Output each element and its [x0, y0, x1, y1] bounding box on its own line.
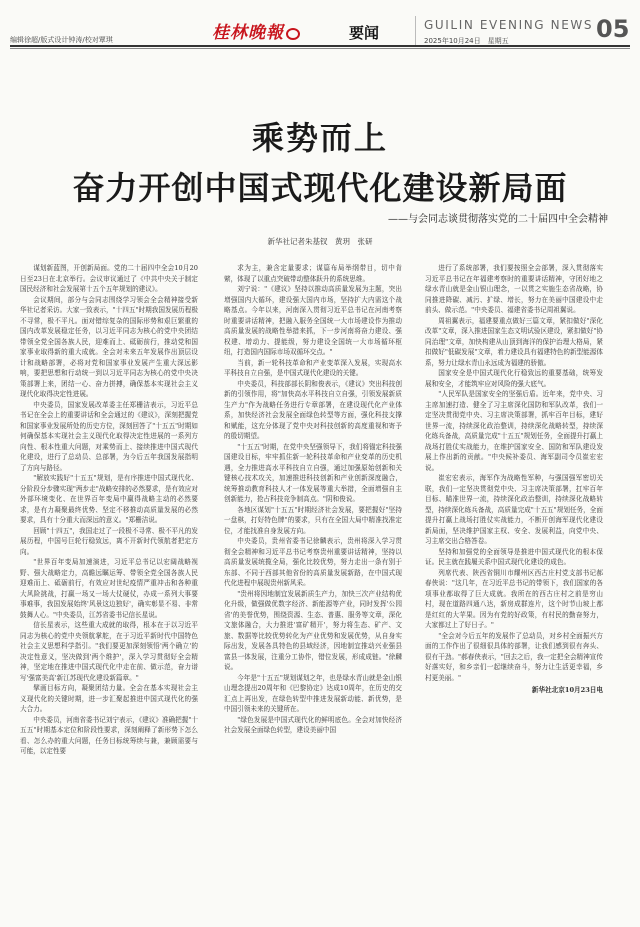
article-paragraph: 中央委员，国家发展改革委主任郑栅洁表示，习近平总书记在全会上的重要讲话和全会通过的《建议》，深刻把握党和国家事业发展所处的历史方位，深刻回答了"十五五"时期如何确保基本实现社会主义现代化取得决定性进展的一系列方向性、根本性重大问题，对乘势而上、接续推进中国式现代化建设，进行了总动员、总部署，为今后五年我国发展指明了方向与路径。 — [20, 400, 198, 472]
editor-credit: 编辑徐超/版式设计钟涛/校对覃琪 — [10, 36, 113, 44]
article-paragraph: 当前，新一轮科技革命和产业变革深入发展，实现高水平科技自立自强，是中国式现代化建设的关键。 — [224, 358, 402, 377]
article-paragraph: 中央委员，河南省委书记刘宁表示，《建议》准确把握"十五五"时期基本定位和阶段性要求，深刻阐释了新形势下怎么看、怎么办的重大问题，任务目标统筹续与兼，兼顾需要与可能，以定性要 — [20, 715, 198, 755]
logo-text: 桂林晚報 — [212, 23, 284, 43]
article-paragraph: 列席代表、陕西省铜川市耀州区西古庄村党支部书记郝春侠说："这几年，在习近平总书记的带领下，我们国家的各项事业都取得了巨大成就。我所在的西古庄村之前是穷山村，现在道路四通八达，新房成群连片，这个时节山坡上都是红红的大苹果。因为有党的好政策，有村民的勤奋努力，大家都过上了好日子。" — [425, 568, 603, 629]
article-paragraph: "世界百年变局加速演进，习近平总书记以宏阔战略视野、强大战略定力，高瞻远瞩运筹、带领全党全国各族人民迎难而上、砥砺前行，有效应对世纪疫情严重冲击和各种重大风险挑战，打赢一场又一场大仗硬仗，办成一系列大事要事难事，我国发展始终'风景这边独好'，确实彰显不易、非常鼓舞人心。"中央委员，江苏省委书记信长星说。 — [20, 558, 198, 619]
issue-date: 2025年10月24日 星期五 — [424, 37, 509, 45]
article-paragraph: "全会对今后五年的发展作了总动员，对乡村全面振兴方面的工作作出了很细很具体的部署，让我们感到很有奔头、很有干劲。"郝春侠表示，"回去之后，我一定把全会精神宣传好落实好，和乡亲们一起继续奋斗，努力让生活更幸福，乡村更美丽。" — [425, 631, 603, 682]
article-paragraph: 国家安全是中国式现代化行稳致远的重要基础，统筹发展和安全，才能筑牢应对风险的强大底气。 — [425, 369, 603, 388]
article-paragraph: "绿色发展是中国式现代化的鲜明底色。全会对加快经济社会发展全面绿色转型，建设美丽中国 — [224, 715, 402, 734]
article-paragraph: 擘画目标方向，凝聚团结力量。全会在基本实现社会主义现代化的关键时期，进一步汇聚起推进中国式现代化的强大合力。 — [20, 684, 198, 713]
article-column-1 — [20, 263, 198, 913]
masthead-rule-thin — [10, 48, 630, 49]
article-paragraph: 坚持和加强党的全面领导是推进中国式现代化的根本保证。民主就在践履关系中国式现代化建设的成色。 — [425, 547, 603, 566]
subheadline: ——与会同志谈贯彻落实党的二十届四中全会精神 — [388, 214, 608, 225]
newspaper-logo — [212, 18, 300, 43]
byline: 新华社记者朱基钗 黄玥 张研 — [267, 237, 373, 246]
masthead-divider — [415, 16, 416, 46]
article-paragraph: "解放实践好"十五五"规划，是有序推进中国式现代化、分阶段分步骤实现"两步走"战略安排的必然要求，是有效应对外部环境变化、在世界百年变局中赢得战略主动的必然要求，是有力凝聚最终优势、坚定不移推动高质量发展的必然要求，具有十分重大而深远的意义。"郑栅洁说。 — [20, 474, 198, 524]
article-paragraph: 今年是"十五五"规划谋划之年，也是绿水青山就是金山银山理念提出20周年和《巴黎协定》达成10周年，在历史的交汇点上再出发，在绿色转型中推进发展新动能、新优势，是中国引领未来的关键所在。 — [224, 673, 402, 713]
article-paragraph: 各地区谋划"十五五"时期经济社会发展，要把握好"坚持一盘棋，打好特色牌"的要求，只有在全国大局中精准找准定位，才能找准自身发展方向。 — [224, 505, 402, 535]
article-paragraph: 周祖翼表示，福建要重点做好三篇文章，紧扣做好"深化改革"文章，深入推进国家生态文明试验区建设，紧扣做好"协同治理"文章，加快构建从山顶到海洋的保护治理大格局，紧扣做好"低碳发展"文章，着力建设具有福建特色的新型能源体系，努力让绿水青山永远成为福建的骄傲。 — [425, 316, 603, 367]
article-paragraph: 谋划新蓝图，开创新局面。党的二十届四中全会10月20日至23日在北京举行。会议审议通过了《中共中央关于制定国民经济和社会发展第十五个五年规划的建议》。 — [20, 264, 198, 293]
article-column-2 — [224, 263, 402, 913]
headline-line-1: 乘势而上 — [251, 119, 388, 157]
section-name: 要闻 — [349, 24, 380, 42]
article-paragraph: 求为主，兼含定量要求；谋篇布局举纲带目，切中肯綮，体现了以重点突破带动整体跃升的系统思维。 — [224, 264, 402, 283]
article-paragraph: 信长星表示，这些重大成就的取得，根本在于以习近平同志为核心的党中央领航掌舵，在于习近平新时代中国特色社会主义思想科学指引。"我们要更加深刻领悟'两个确立'的决定性意义，坚决做到'两个维护'，深入学习贯彻好全会精神，坚定地在推进中国式现代化中走在前、做示范，奋力谱写'强富美高'新江苏现代化建设新篇章。" — [20, 621, 198, 682]
article-paragraph: 中央委员，贵州省委书记徐麟表示，贵州将深入学习贯彻全会精神和习近平总书记考察贵州重要讲话精神，坚持以高质量发展统揽全局，强化比较优势，努力走出一条有别于东部、不同于西部其他省份的高质量发展新路，在中国式现代化进程中展现贵州新风采。 — [224, 537, 402, 587]
article-signoff: 新华社北京10月23日电 — [531, 686, 603, 694]
article-paragraph: "贵州将因地制宜发展新质生产力，加快三次产业结构优化升级，做强做优数字经济、新能源等产业，同时发挥'公园省'的美誉优势，围绕资源、生态、普惠、服务等文章，深化文旅体融合，大力推进'富矿精开'，努力将生态、矿产、文旅、数据等比较优势转化为产业优势和发展优势，从自身实际出发，发展各具特色的县域经济，因地制宜推动兴业强县富县一体发展，注重分工协作，错位发展，形成成链。"徐麟说。 — [224, 589, 402, 671]
article-column-3 — [425, 263, 603, 913]
article-paragraph: "十五五"时期，在党中央坚强领导下，我们将锚定科技强国建设目标，牢牢抓住新一轮科技革命和产业变革的历史机遇，全力推进高水平科技自立自强，通过加强原始创新和关键核心技术攻关，加速推进科技创新和产业创新深度融合，统筹推动教育科技人才一体发展等重大举措，全面增强自主创新能力，抢占科技竞争制高点。"阴和俊说。 — [224, 442, 402, 503]
article-paragraph: 会议期间，部分与会同志围绕学习领会全会精神接受新华社记者采访。大家一致表示，"十四五"时期我国发展历程极不寻常，极不平凡。面对错综复杂的国际形势和艰巨繁重的国内改革发展稳定任务，以习近平同志为核心的党中央团结带领全党全国各族人民，迎难而上、砥砺前行，推动党和国家事业取得新的重大成就。全会对未来五年发展作出顶层设计和战略部署，必将对党和国家事业发展产生重大深远影响，要把思想和行动统一到以习近平同志为核心的党中央决策部署上来，团结一心、奋力拼搏，确保基本实现社会主义现代化取得决定性进展。 — [20, 295, 198, 398]
article-paragraph: 中央委员，科技部部长阴和俊表示，《建议》突出科技创新的引领作用，将"加快高水平科技自立自强，引领发展新质生产力"作为战略任务进行专章部署，在建设现代化产业体系，加快经济社会发展全面绿色转型等方面，强化科技支撑和赋能，这充分体现了党中央对科技创新的高度重视和寄予的殷切期望。 — [224, 379, 402, 440]
headline-line-2: 奋力开创中国式现代化建设新局面 — [72, 169, 568, 207]
masthead-rule — [10, 45, 630, 47]
article-paragraph: 回顾"十四五"，我国走过了一段极不寻常、极不平凡的发展历程，中国号巨轮行稳致远，离不开新时代领航者把定方向。 — [20, 526, 198, 556]
paper-name: GUILIN EVENING NEWS — [424, 18, 594, 32]
page-number: 05 — [596, 15, 630, 43]
article-paragraph: 进行了系统部署，我们要按照全会部署，深入贯彻落实习近平总书记在年福建考察时的重要讲话精神，守团好地之绿水青山就是金山银山理念，一以贯之实施生态省战略，协同推进降碳、减污、扩绿、增长，努力在美丽中国建设中走前头、做示范。"中央委员、福建省委书记周祖翼说。 — [425, 264, 603, 314]
logo-emblem-icon — [286, 28, 300, 40]
article-paragraph: "人民军队是国家安全的坚强后盾。近年来，党中央、习主席加速打造、健全了习主席深化国防和军队改革，我们一定坚决贯彻党中央、习主席决策部署，抓牢百年目标，建好世界一流，持续深化政治整训，持续深化战略转型，持续深化练兵备战，高质量完成"十五五"规划任务，全面提升打赢上战场打胜仗实战能力，在维护国家安全、国防和军队建设发展上作出新的贡献。"中央候补委员、海军副司令员崔宏宏说。 — [425, 390, 603, 472]
article-paragraph: 刘宁说："《建议》坚持以推动高质量发展为主题，突出增强国内大循环，建设强大国内市场，坚持扩大内需这个战略基点。今年以来，河南深入贯彻习近平总书记在河南考察时重要讲话精神，把融入服务全国统一大市场建设作为推动高质量发展的战略性举措来抓，下一步河南将奋力建设、强权建、增动力、提能级，努力建设全国统一大市场循环枢纽，打造国内国际市场双循环交点。" — [224, 285, 402, 356]
article-paragraph: 崔宏宏表示，海军作为战略性军种，与强国强军密切关联，我们一定坚决贯彻党中央、习主席决策部署，扛牢百年目标、瞄准世界一流，持续深化政治整训，持续深化战略转型，持续深化练兵备战，高质量完成"十五五"规划任务，全面提升打赢上战场打胜仗实战能力，不断开创海军现代化建设新局面，坚决维护国家主权、安全、发展利益，向党中央、习主席交出合格答卷。 — [425, 474, 603, 545]
